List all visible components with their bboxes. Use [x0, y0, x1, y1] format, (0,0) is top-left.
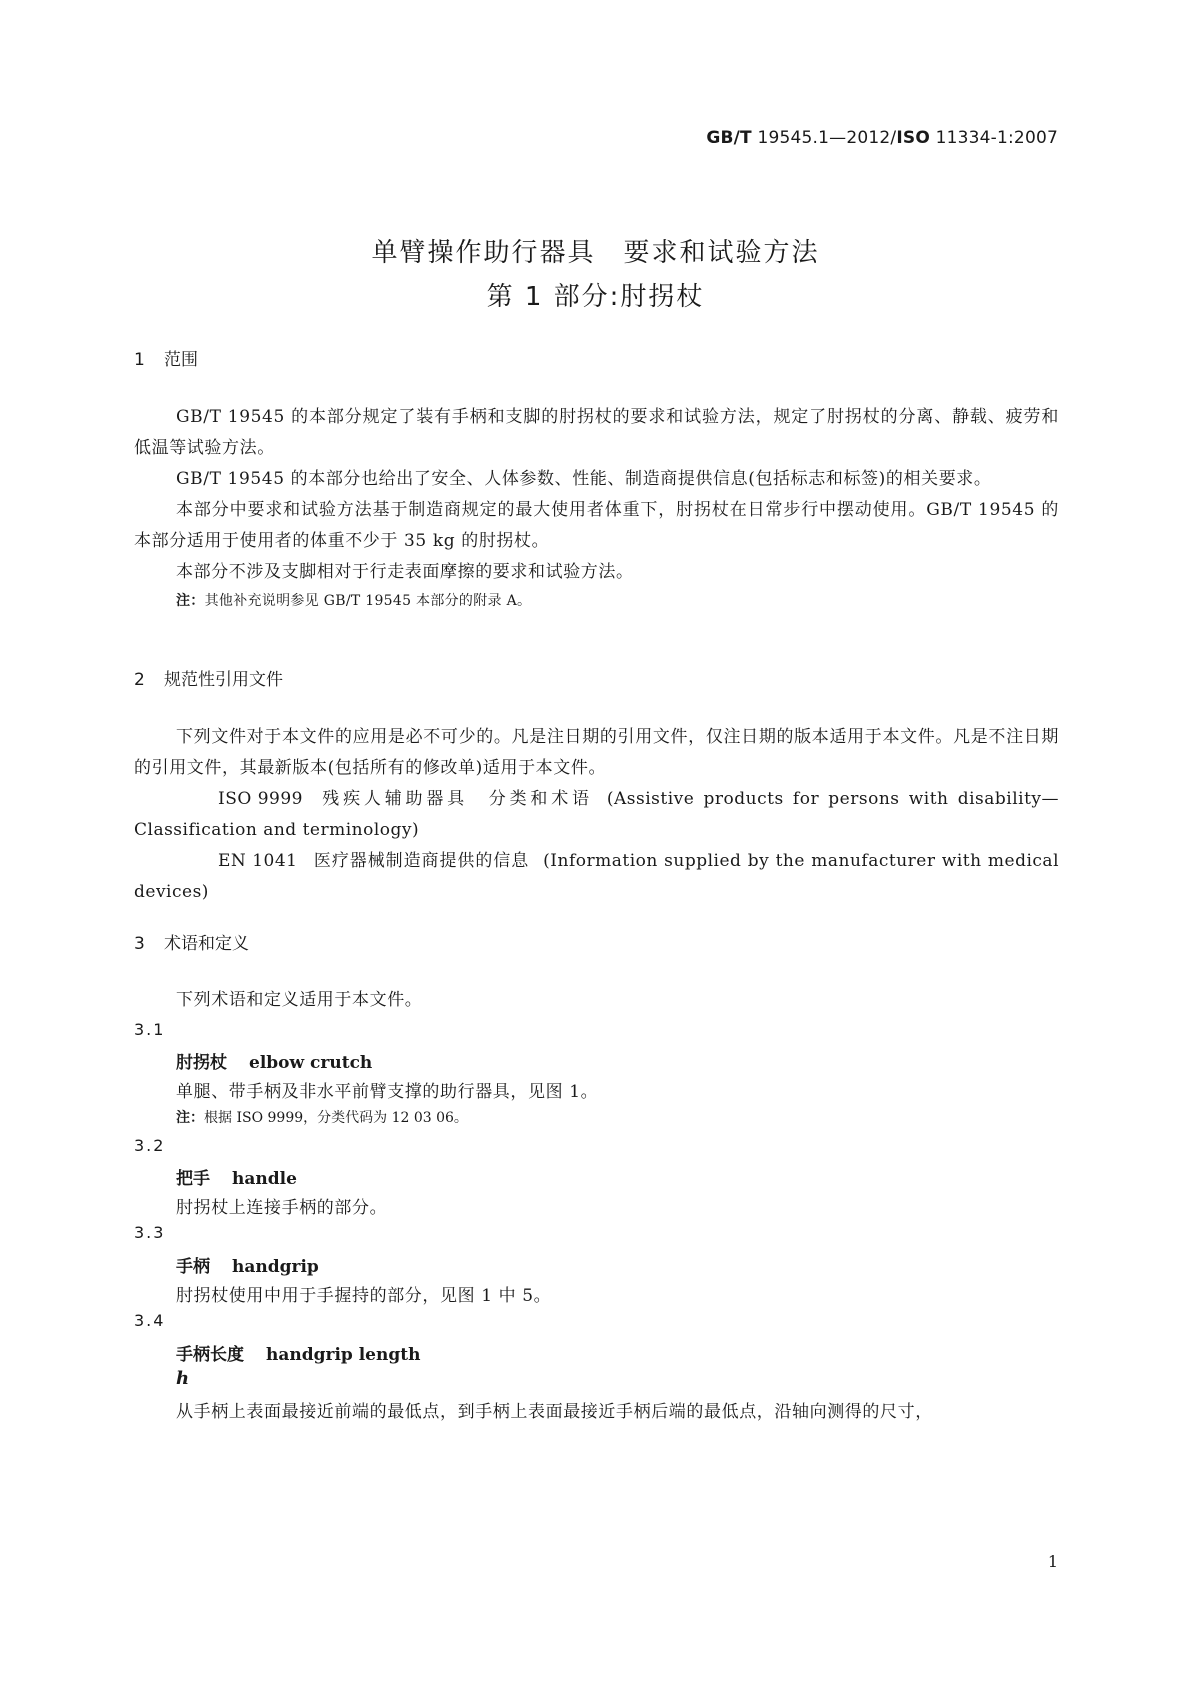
standard-code-prefix: GB/T: [706, 128, 752, 148]
term-definition: 单腿、带手柄及非水平前臂支撑的助行器具，见图 1。: [176, 1082, 599, 1102]
section-title: 规范性引用文件: [164, 670, 283, 690]
term-name: [176, 1048, 372, 1073]
term-definition: 肘拐杖使用中用于手握持的部分，见图 1 中 5。: [176, 1286, 552, 1306]
term-name: [176, 1252, 319, 1277]
standard-code-iso: ISO: [896, 128, 930, 148]
term-name-en: handgrip: [232, 1257, 319, 1277]
section-2-body: [134, 722, 1059, 908]
term-definition: 肘拐杖上连接手柄的部分。: [176, 1198, 388, 1218]
section-1-body: [134, 402, 1059, 614]
section-number: 3: [134, 934, 145, 954]
note-text: 根据 ISO 9999，分类代码为 12 03 06。: [204, 1110, 468, 1126]
term-name: [176, 1164, 297, 1189]
section-3-heading: [134, 929, 249, 954]
section-number: 1: [134, 350, 145, 370]
reference-item: [134, 846, 1059, 908]
document-subtitle: 第 1 部分:肘拐杖: [486, 282, 705, 312]
reference-code: ISO 9999: [218, 789, 303, 809]
term-symbol: h: [176, 1368, 190, 1389]
standard-code: [706, 128, 1058, 148]
paragraph: 本部分不涉及支脚相对于行走表面摩擦的要求和试验方法。: [176, 562, 634, 582]
reference-title-en: (Assistive products for persons with disability—Classification and terminology): [134, 789, 1059, 840]
term-name-zh: 手柄长度: [176, 1345, 244, 1365]
term-name-zh: 手柄: [176, 1257, 210, 1277]
section-number: 2: [134, 670, 145, 690]
term-name: [176, 1340, 420, 1365]
standard-code-iso-number: 11334-1:2007: [929, 128, 1058, 148]
term-definition: 从手柄上表面最接近前端的最低点，到手柄上表面最接近手柄后端的最低点，沿轴向测得的尺寸，: [176, 1402, 933, 1422]
standard-code-number: 19545.1—2012/: [751, 128, 897, 148]
paragraph: GB/T 19545 的本部分也给出了安全、人体参数、性能、制造商提供信息(包括标志和标签)的相关要求。: [176, 469, 992, 489]
document-title: 单臂操作助行器具 要求和试验方法: [371, 238, 820, 268]
term-number: 3.1: [134, 1020, 166, 1039]
section-3-intro: [134, 985, 1059, 1016]
term-number: 3.4: [134, 1311, 166, 1330]
paragraph: 本部分中要求和试验方法基于制造商规定的最大使用者体重下，肘拐杖在日常步行中摆动使用。GB/T 19545 的本部分适用于使用者的体重不少于 35 kg 的肘拐杖。: [134, 500, 1059, 551]
reference-item: [134, 784, 1059, 846]
note-label: 注：: [176, 593, 205, 609]
section-title: 范围: [164, 350, 198, 370]
section-1-heading: [134, 345, 198, 370]
term-number: 3.3: [134, 1223, 166, 1242]
note-text: 其他补充说明参见 GB/T 19545 本部分的附录 A。: [204, 593, 532, 609]
reference-title-zh: 医疗器械制造商提供的信息: [313, 851, 530, 871]
term-note: [176, 1107, 468, 1127]
term-name-en: elbow crutch: [249, 1053, 373, 1073]
term-name-en: handgrip length: [266, 1345, 421, 1365]
term-number: 3.2: [134, 1136, 166, 1155]
reference-title-zh: 残疾人辅助器具 分类和术语: [318, 789, 593, 809]
paragraph: GB/T 19545 的本部分规定了装有手柄和支脚的肘拐杖的要求和试验方法，规定了肘拐杖的分离、静载、疲劳和低温等试验方法。: [134, 407, 1059, 458]
term-name-en: handle: [232, 1169, 297, 1189]
note-label: 注：: [176, 1110, 204, 1126]
section-2-heading: [134, 665, 283, 690]
note: [134, 588, 1059, 614]
section-title: 术语和定义: [164, 934, 249, 954]
term-name-zh: 把手: [176, 1169, 210, 1189]
page-number: 1: [1047, 1552, 1058, 1571]
paragraph: 下列文件对于本文件的应用是必不可少的。凡是注日期的引用文件，仅注日期的版本适用于本文件。凡是不注日期的引用文件，其最新版本(包括所有的修改单)适用于本文件。: [134, 727, 1059, 778]
reference-code: EN 1041: [218, 851, 298, 871]
reference-title-en: (Information supplied by the manufacturer with medical devices): [134, 851, 1060, 902]
term-name-zh: 肘拐杖: [176, 1053, 227, 1073]
paragraph: 下列术语和定义适用于本文件。: [176, 990, 423, 1010]
